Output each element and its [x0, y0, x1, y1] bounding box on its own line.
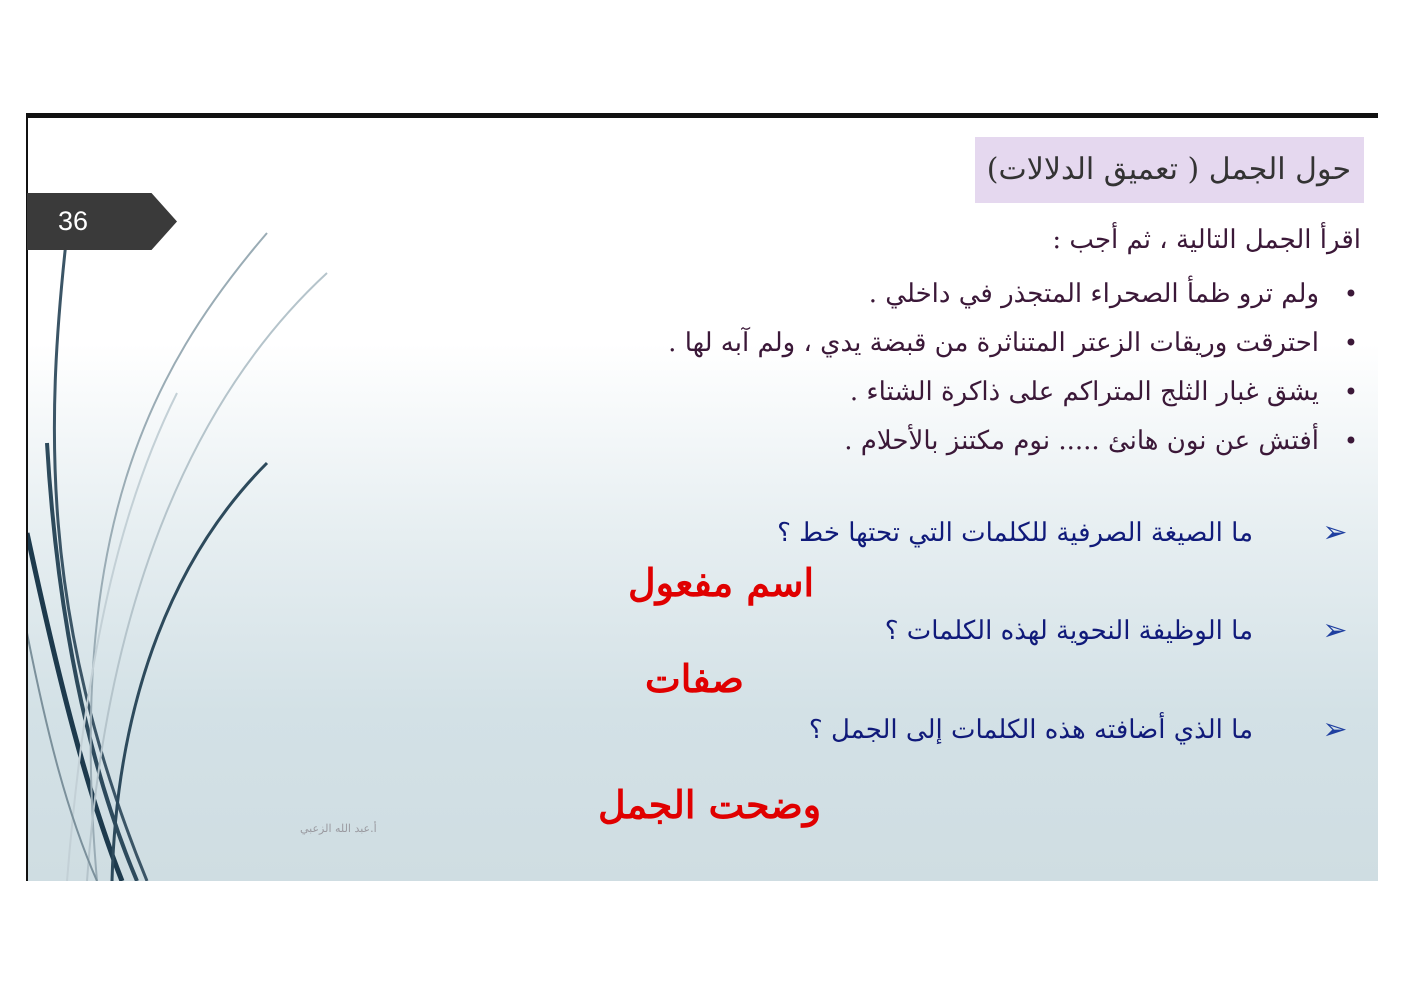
author-footer: أ.عبد الله الزعبي	[300, 822, 377, 835]
list-item: • احترقت وريقات الزعتر المتناثرة من قبضة يدي ، ولم آبه لها .	[603, 319, 1363, 368]
page-number: 36	[57, 206, 89, 236]
question-3: ➢ ما الذي أضافته هذه الكلمات إلى الجمل ؟	[809, 705, 1363, 755]
answer-2: صفات	[645, 656, 744, 701]
arrow-bullet-icon: ➢	[1322, 515, 1348, 550]
arrow-bullet-icon: ➢	[1322, 712, 1348, 747]
slide-title: حول الجمل ( تعميق الدلالات)	[986, 152, 1351, 187]
bullet-icon: •	[1343, 280, 1359, 308]
arrow-bullet-icon: ➢	[1322, 613, 1348, 648]
bullet-icon: •	[1343, 329, 1359, 357]
list-item: • أفتش عن نون هانئ ..... نوم مكتنز بالأحلام .	[603, 417, 1363, 466]
top-border	[27, 113, 1378, 118]
list-item: • ولم ترو ظمأ الصحراء المتجذر في داخلي .	[603, 270, 1363, 319]
answer-3: وضحت الجمل	[598, 782, 822, 827]
instruction-text: اقرأ الجمل التالية ، ثم أجب :	[1052, 225, 1361, 255]
bullet-icon: •	[1343, 427, 1359, 455]
question-2: ➢ ما الوظيفة النحوية لهذه الكلمات ؟	[885, 606, 1363, 656]
bullet-icon: •	[1343, 378, 1359, 406]
list-item: • يشق غبار الثلج المتراكم على ذاكرة الشتاء .	[603, 368, 1363, 417]
answer-1: اسم مفعول	[628, 560, 815, 605]
sentence-list	[603, 270, 1363, 466]
question-1: ➢ ما الصيغة الصرفية للكلمات التي تحتها خط ؟	[777, 508, 1363, 558]
